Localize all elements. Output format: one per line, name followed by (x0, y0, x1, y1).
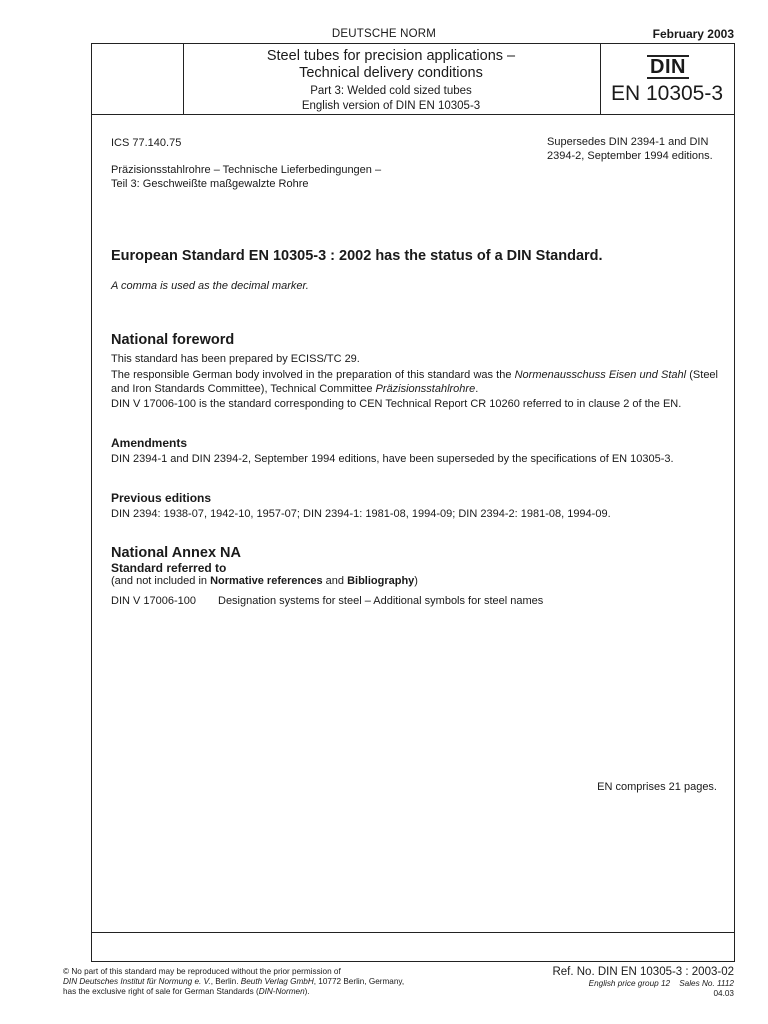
reference-number-block (552, 966, 734, 999)
footer-divider (92, 932, 734, 933)
previous-editions-text: DIN 2394: 1938-07, 1942-10, 1957-07; DIN 2394-1: 1981-08, 1994-09; DIN 2394-2: 1981-08, 1994-09. (111, 508, 611, 520)
national-foreword-heading: National foreword (111, 332, 235, 348)
standard-referred-heading: Standard referred to (111, 561, 227, 575)
standard-number: EN 10305-3 (610, 82, 724, 105)
foreword-p2-committee-german: Normenausschuss Eisen und Stahl (514, 369, 687, 381)
copyright-line-1 (63, 967, 404, 977)
print-date: 04.03 (713, 989, 734, 998)
foreword-p2-text-b: (Steel and Iron Standards Committee), Technical Committee (111, 369, 718, 395)
national-annex-heading: National Annex NA (111, 545, 241, 561)
price-sales-line (552, 978, 734, 989)
status-statement: European Standard EN 10305-3 : 2002 has the status of a DIN Standard. (111, 248, 603, 264)
header-divider (92, 114, 734, 115)
copyright-line-2 (63, 977, 404, 987)
german-title-line-2: Teil 3: Geschweißte maßgewalzte Rohre (111, 177, 309, 190)
copyright-line-2-b: , 10772 Berlin, Germany, (313, 977, 405, 986)
copyright-beuth-name: Beuth Verlag GmbH (240, 977, 314, 986)
supersedes-note: Supersedes DIN 2394-1 and DIN 2394-2, September 1994 editions. (547, 136, 713, 162)
decimal-marker-note: A comma is used as the decimal marker. (111, 280, 309, 292)
annex-note-close: ) (414, 575, 418, 587)
copyright-icon: © (63, 967, 70, 976)
foreword-p2-text-c: . (475, 382, 479, 395)
foreword-p2-text-a: The responsible German body involved in the preparation of this standard was the (111, 369, 515, 381)
version-note: English version of DIN EN 10305-3 (301, 100, 481, 112)
din-logo (618, 55, 718, 79)
german-title-line-1: Präzisionsstahlrohre – Technische Lieferbedingungen – (111, 164, 382, 176)
reference-title: Designation systems for steel – Additional symbols for steel names (218, 595, 544, 607)
reference-row (111, 595, 543, 607)
reference-id: DIN V 17006-100 (111, 595, 196, 607)
annex-note-bibliography: Bibliography (347, 575, 415, 587)
german-title (111, 164, 381, 191)
foreword-paragraph-2 (111, 369, 718, 396)
copyright-din-name: DIN Deutsches Institut für Normung e. V. (63, 977, 211, 986)
copyright-line-3-a: has the exclusive right of sale for German Standards ( (63, 987, 259, 996)
title-line-2: Technical delivery conditions (299, 65, 483, 81)
part-title: Part 3: Welded cold sized tubes (310, 85, 472, 97)
foreword-paragraph-1: This standard has been prepared by ECISS/TC 29. (111, 353, 360, 365)
copyright-din-normen: DIN-Normen (258, 987, 305, 996)
din-logo-text: DIN (647, 55, 689, 79)
copyright-line-1-text: No part of this standard may be reproduced without the prior permission of (69, 967, 341, 976)
copyright-line-3 (63, 987, 404, 997)
annex-note-a: (and not included in (111, 575, 211, 587)
publication-date: February 2003 (652, 27, 734, 41)
annex-note-and: and (322, 575, 348, 587)
copyright-line-3-b: ). (304, 987, 310, 996)
annex-note-normative: Normative references (210, 575, 323, 587)
price-group: English price group 12 (588, 979, 671, 988)
copyright-line-2-a: , Berlin. (210, 977, 241, 986)
sales-number: Sales No. 1112 (679, 979, 734, 988)
document-title-block (183, 48, 599, 114)
previous-editions-heading: Previous editions (111, 491, 212, 505)
page-count: EN comprises 21 pages. (597, 781, 717, 793)
amendments-text: DIN 2394-1 and DIN 2394-2, September 1994 editions, have been superseded by the specifications of EN 10305-3. (111, 453, 674, 465)
reference-number: Ref. No. DIN EN 10305-3 : 2003-02 (552, 966, 734, 978)
foreword-p2-technical-committee: Präzisionsstahlrohre (375, 382, 476, 395)
title-line-1: Steel tubes for precision applications – (266, 48, 516, 64)
copyright-notice (63, 967, 404, 997)
norm-label: DEUTSCHE NORM (331, 28, 437, 40)
amendments-heading: Amendments (111, 436, 188, 450)
annex-note (111, 575, 418, 587)
foreword-paragraph-3: DIN V 17006-100 is the standard corresponding to CEN Technical Report CR 10260 referred to in clause 2 of the EN. (111, 398, 682, 410)
ics-code: ICS 77.140.75 (111, 137, 182, 149)
